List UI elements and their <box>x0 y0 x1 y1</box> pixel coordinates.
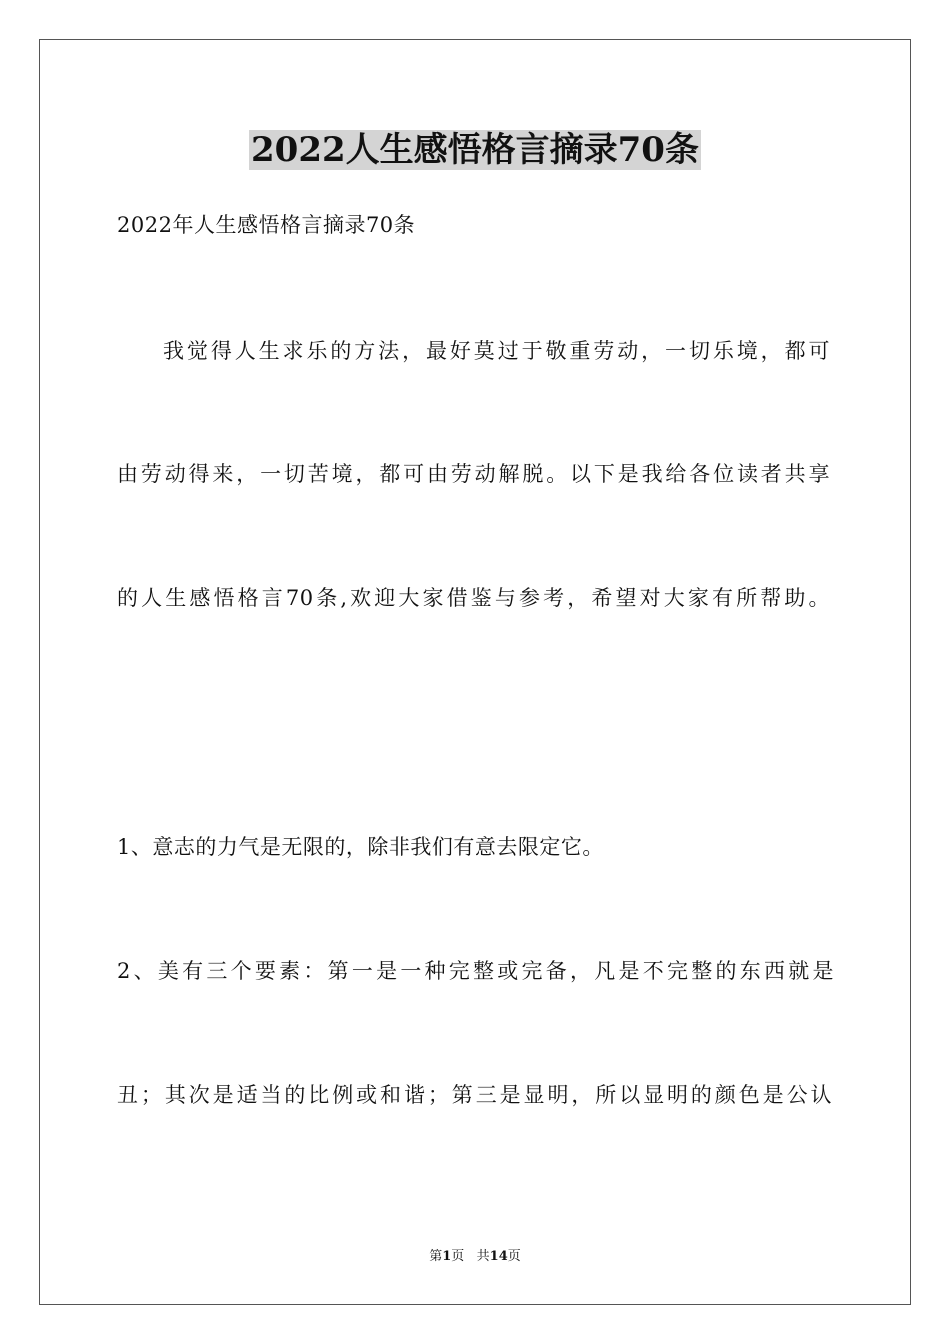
list-item-2-continued: 丑；其次是适当的比例或和谐；第三是显明，所以显明的颜色是公认 <box>117 1083 832 1107</box>
intro-line-2: 由劳动得来，一切苦境，都可由劳动解脱。以下是我给各位读者共享 <box>117 462 830 486</box>
list-item-2: 2、美有三个要素：第一是一种完整或完备，凡是不完整的东西就是 <box>117 959 834 983</box>
document-title-text: 2022人生感悟格言摘录70条 <box>251 130 699 170</box>
list-item-1: 1、意志的力气是无限的，除非我们有意去限定它。 <box>117 835 604 859</box>
footer-prefix: 第 <box>429 1249 443 1264</box>
footer-suffix: 页 <box>507 1249 521 1264</box>
footer-total-pages: 14 <box>489 1249 508 1264</box>
intro-line-3: 的人生感悟格言70条,欢迎大家借鉴与参考，希望对大家有所帮助。 <box>117 586 830 610</box>
intro-line-1: 我觉得人生求乐的方法，最好莫过于敬重劳动，一切乐境，都可 <box>163 339 830 363</box>
footer-mid: 页 共 <box>451 1249 490 1264</box>
page-footer <box>0 1248 950 1266</box>
footer-current-page: 1 <box>442 1249 452 1264</box>
document-subtitle: 2022年人生感悟格言摘录70条 <box>117 213 416 237</box>
document-title <box>0 128 950 172</box>
